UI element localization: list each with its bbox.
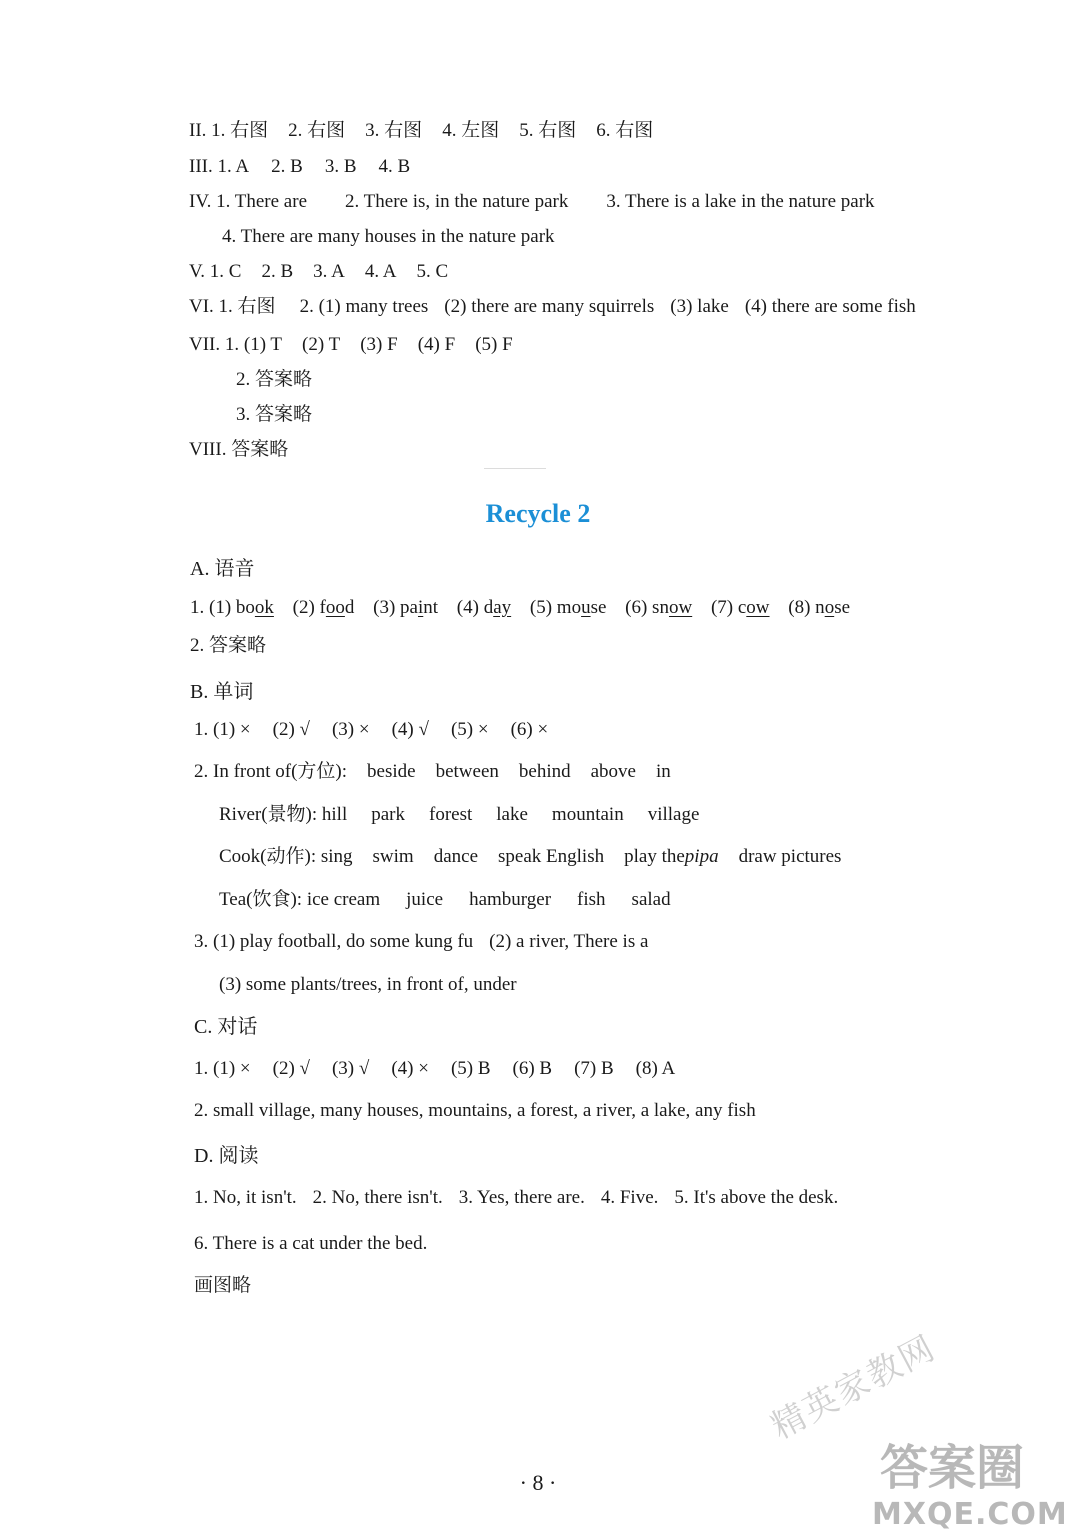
answer-line-VII-3: 3. 答案略 bbox=[236, 404, 313, 425]
part-D-line-3: 画图略 bbox=[194, 1275, 252, 1296]
part-A-heading: A. 语音 bbox=[190, 558, 255, 580]
part-B-line-2: 2. In front of(方位): beside between behind above in bbox=[194, 761, 671, 782]
part-C-heading: C. 对话 bbox=[194, 1016, 258, 1038]
answer-line-IV-2: 4. There are many houses in the nature park bbox=[222, 226, 555, 247]
part-B-line-7: (3) some plants/trees, in front of, under bbox=[219, 974, 517, 995]
part-D-line-1: 1. No, it isn't. 2. No, there isn't. 3. Yes, there are. 4. Five. 5. It's above the desk. bbox=[194, 1187, 839, 1208]
part-D-heading: D. 阅读 bbox=[194, 1145, 259, 1167]
part-B-heading: B. 单词 bbox=[190, 681, 254, 703]
part-B-line-1: 1. (1) × (2) √ (3) × (4) √ (5) × (6) × bbox=[194, 719, 549, 740]
part-D-line-2: 6. There is a cat under the bed. bbox=[194, 1233, 428, 1254]
answer-line-III: III. 1. A 2. B 3. B 4. B bbox=[189, 156, 411, 177]
answer-line-V: V. 1. C 2. B 3. A 4. A 5. C bbox=[189, 261, 449, 282]
page-number: · 8 · bbox=[519, 1470, 557, 1495]
answer-line-VIII: VIII. 答案略 bbox=[189, 439, 289, 460]
part-B-line-5: Tea(饮食): ice cream juice hamburger fish salad bbox=[219, 889, 671, 910]
part-C-line-2: 2. small village, many houses, mountains, a forest, a river, a lake, any fish bbox=[194, 1100, 756, 1121]
answer-line-IV-1: IV. 1. There are 2. There is, in the nature park 3. There is a lake in the nature park bbox=[189, 191, 875, 212]
watermark-logo: 答案圈 bbox=[880, 1440, 1025, 1496]
part-B-line-6: 3. (1) play football, do some kung fu (2) a river, There is a bbox=[194, 931, 649, 952]
answer-line-VI: VI. 1. 右图 2. (1) many trees (2) there are many squirrels (3) lake (4) there are some fish bbox=[189, 296, 916, 317]
part-B-line-4: Cook(动作): sing swim dance speak English play thepipa draw pictures bbox=[219, 846, 842, 867]
answer-line-VII-2: 2. 答案略 bbox=[236, 369, 313, 390]
part-B-line-3: River(景物): hill park forest lake mountain village bbox=[219, 804, 700, 825]
part-C-line-1: 1. (1) × (2) √ (3) √ (4) × (5) B (6) B (7) B (8) A bbox=[194, 1058, 676, 1079]
watermark-url: MXQE.COM bbox=[872, 1497, 1068, 1532]
section-title: Recycle 2 bbox=[485, 499, 591, 528]
answer-line-II: II. 1. 右图 2. 右图 3. 右图 4. 左图 5. 右图 6. 右图 bbox=[189, 120, 654, 141]
divider-mark bbox=[484, 468, 546, 469]
part-A-line-2: 2. 答案略 bbox=[190, 635, 267, 656]
watermark-text: 精英家教网 bbox=[764, 1327, 943, 1448]
part-A-line-1: 1. (1) book (2) food (3) paint (4) day (5) mouse (6) snow (7) cow (8) nose bbox=[190, 597, 851, 618]
answer-line-VII-1: VII. 1. (1) T (2) T (3) F (4) F (5) F bbox=[189, 334, 513, 355]
